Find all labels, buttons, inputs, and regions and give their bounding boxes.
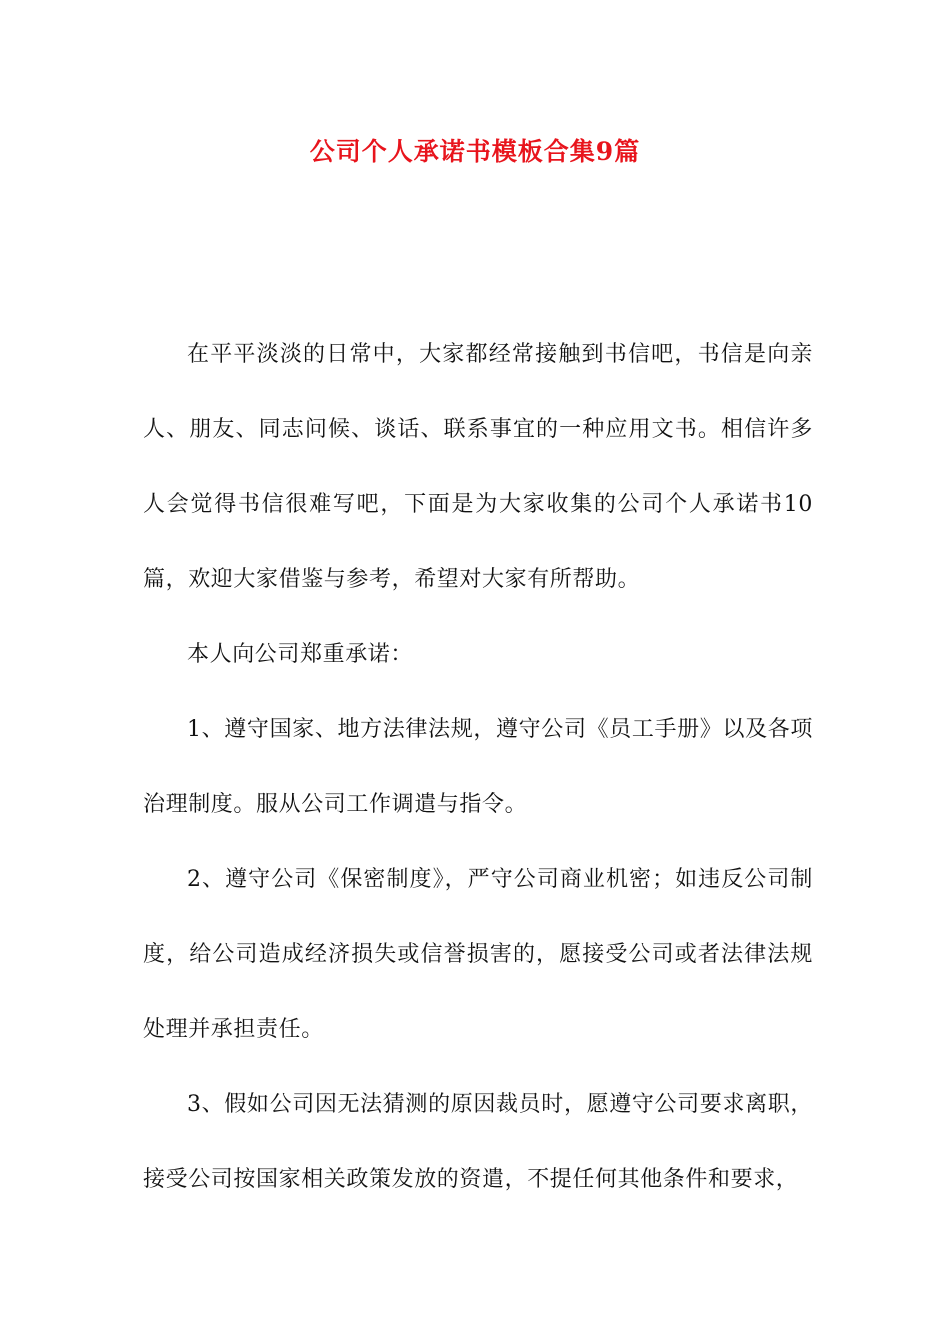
- document-body: [143, 317, 813, 1217]
- pledge-intro-paragraph: 本人向公司郑重承诺：: [187, 642, 414, 667]
- pledge-item-1: 1、遵守国家、地方法律法规，遵守公司《员工手册》以及各项治理制度。服从公司工作调遣与指令。: [143, 717, 813, 817]
- pledge-item-3: 3、假如公司因无法猜测的原因裁员时，愿遵守公司要求离职，接受公司按国家相关政策发放的资遣，不提任何其他条件和要求，: [143, 1092, 813, 1192]
- pledge-item-2: 2、遵守公司《保密制度》，严守公司商业机密；如违反公司制度，给公司造成经济损失或信誉损害的，愿接受公司或者法律法规处理并承担责任。: [143, 867, 813, 1042]
- document-title: 公司个人承诺书模板合集9篇: [309, 137, 641, 166]
- intro-paragraph: 在平平淡淡的日常中，大家都经常接触到书信吧，书信是向亲人、朋友、同志问候、谈话、联系事宜的一种应用文书。相信许多人会觉得书信很难写吧，下面是为大家收集的公司个人承诺书10篇，欢迎大家借鉴与参考，希望对大家有所帮助。: [143, 342, 813, 592]
